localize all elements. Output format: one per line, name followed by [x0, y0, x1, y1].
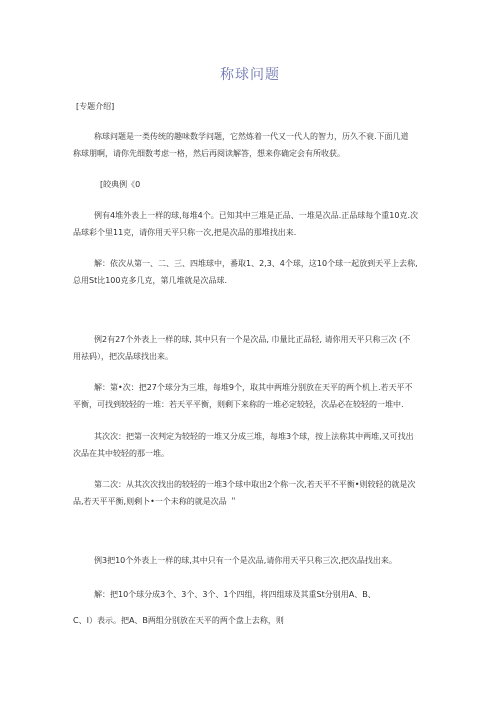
example-3-paragraph [94, 552, 397, 569]
example-2-paragraph-cont [73, 348, 173, 365]
example-2-solution-step-3-cont [73, 493, 237, 510]
example-3-solution-cont [73, 612, 284, 629]
example-1-solution [94, 255, 418, 272]
example-2-solution-step-2 [94, 428, 414, 445]
page-title: 称球问题 [220, 67, 280, 83]
example-1-solution-line-1: 解：依次从第一、二、三、四堆球中，番取1、2,3、4个球，这10个球一起放到天平上去称, [94, 259, 418, 268]
example-3-line-1: 例3把10个外表上一样的球,其中只有一个是次品,请你用天平只称三次,把次品找出来。 [94, 556, 397, 565]
example-1-paragraph-cont [73, 224, 296, 241]
example-2-line-2: 用祛码），把次品球找出来。 [73, 352, 173, 361]
example-2-step-2-line-2: 次品在其中较轻的那一堆。 [73, 449, 169, 458]
example-1-paragraph [94, 207, 418, 224]
example-2-step-2-line-1: 其次次：把第一次判定为较轻的一堆又分成三堆，每堆3个球，按上法称其中两堆,又可找出 [94, 432, 414, 441]
example-2-step-1-line-2: 平衡，可找到较轻的一堆：若天平平衡，则剩下来称的一堆必定较轻，次品必在较轻的一堆中. [73, 400, 404, 409]
intro-line-1: 称球问题是一类传统的趣味数学问题，它然炼着一代又一代人的智力，历久不衰.下面几道 [94, 132, 409, 141]
example-3-solution [94, 586, 376, 603]
intro-paragraph-cont [73, 145, 345, 162]
example-2-step-1-line-1: 解：第•次：把27个球分为三堆，每堆9个，取其中两堆分别放在天平的两个机上.若天平不 [94, 383, 413, 392]
intro-heading: [专题介绍] [76, 102, 115, 111]
example-2-solution-step-1-cont [73, 396, 404, 413]
example-2-step-3-line-2: 品,若天平平衡,则剩卜•一个未称的就是次品 ＂ [73, 497, 238, 506]
intro-paragraph [94, 128, 409, 145]
example-2-line-1: 例2有27个外表上一样的球, 其中只有一个是次品, 巾量比正品轻, 请你用天平只称三次 (不 [94, 335, 411, 344]
example-heading: [皎典例《0 [100, 180, 141, 189]
example-2-solution-step-1 [94, 379, 413, 396]
example-2-paragraph [94, 331, 410, 348]
example-3-solution-line-1: 解：把10个球分成3个、3个、3个、1个四组，将四组球及其重St分别用A、B、 [94, 590, 376, 599]
example-1-line-2: 品球彩个里11克，请你用天平只称一次,把是次品的那堆找出来. [73, 228, 297, 237]
example-3-solution-line-2: C、I）表示。把A、B两组分别放在天平的两个盘上去称，则 [73, 616, 284, 625]
example-1-solution-cont [73, 272, 227, 289]
example-2-step-3-line-1: 第二次：从其次次找出的较轻的一堆3个球中取出2个称一次,若天平不平衡•则较轻的就是次 [94, 480, 416, 489]
example-1-solution-line-2: 总用St比100克多几克，第几堆就是次品球. [73, 276, 228, 285]
example-2-solution-step-3 [94, 476, 415, 493]
example-1-line-1: 例有4堆外表上一样的球,每堆4个。已知其中三堆是正品、一堆是次品.正品球每个重10克.次 [94, 211, 418, 220]
intro-line-2: 称球朋啊，请你先细数考虑一格，然后再阅读解答，想来你确定会有所收获。 [73, 149, 345, 158]
example-2-solution-step-2-cont [73, 445, 169, 462]
